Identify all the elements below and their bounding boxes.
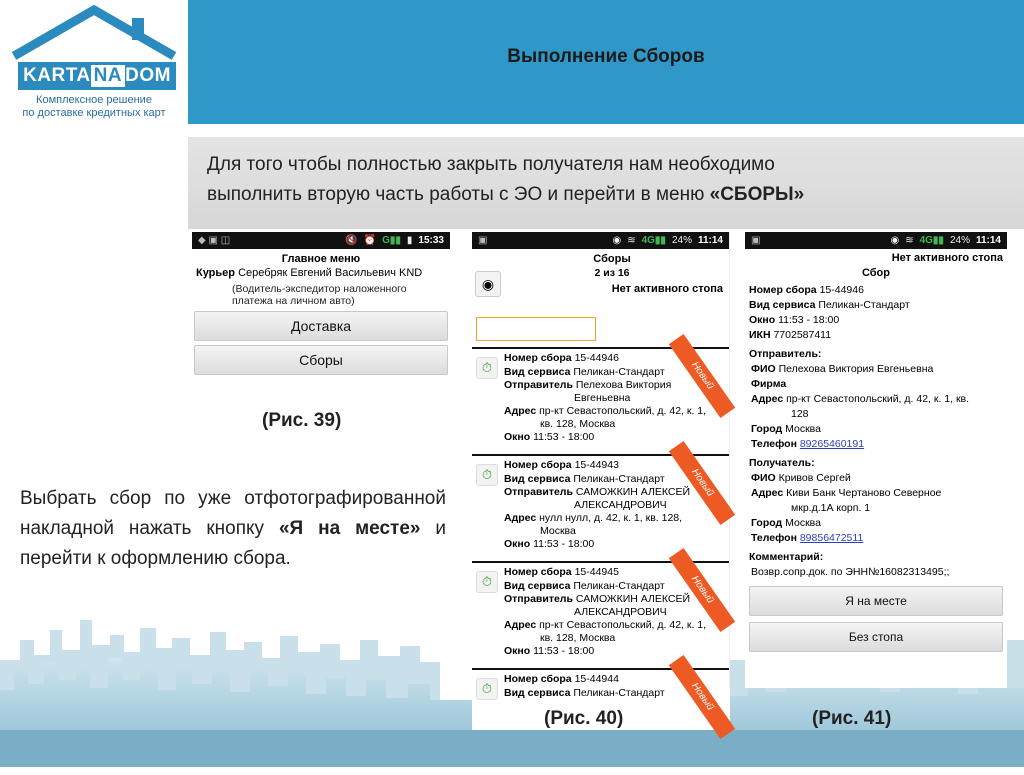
screen-title: Сборы [593, 253, 631, 265]
section-heading: Отправитель: [749, 348, 822, 360]
status-time: 15:33 [418, 235, 444, 246]
section-heading: Получатель: [749, 457, 815, 469]
location-icon: ◉ [890, 235, 900, 246]
document-icon: ⏱ [476, 678, 498, 700]
document-icon: ⏱ [476, 464, 498, 486]
status-bar [745, 232, 1007, 249]
search-input[interactable] [476, 317, 596, 341]
document-icon: ⏱ [476, 571, 498, 593]
section-heading: Комментарий: [749, 551, 824, 563]
page-title: Выполнение Сборов [507, 46, 705, 67]
detail-row: ИКН 7702587411 [749, 329, 832, 341]
status-bar [472, 232, 729, 249]
delivery-button[interactable]: Доставка [194, 311, 448, 341]
courier-row: Курьер Серебряк Евгений Васильевич KND [196, 267, 423, 279]
collections-header [472, 249, 729, 307]
list-item[interactable]: ⏱ Новый Номер сбора 15-44943 Вид сервиса Пеликан-Стандарт Отправитель САМОЖКИН АЛЕКСЕЙ АЛЕКСАНДРОВИЧ Адрес нулл нулл, д. 42, к. 1, кв. 128, Москва Окно 11:53 - 18:00 [472, 454, 729, 561]
screen-title: Сбор [861, 267, 891, 279]
list-item[interactable]: ⏱ Новый Номер сбора 15-44945 Вид сервиса Пеликан-Стандарт Отправитель САМОЖКИН АЛЕКСЕЙ АЛЕКСАНДРОВИЧ Адрес пр-кт Севастопольский, д. 42, к. 1, кв. 128, Москва Окно 11:53 - 18:00 [472, 561, 729, 668]
detail-row: Окно 11:53 - 18:00 [749, 314, 840, 326]
signal-icon: 4G▮▮ [919, 235, 944, 246]
caption-fig40: (Рис. 40) [544, 708, 624, 729]
detail-row: ФИО Пелехова Виктория Евгеньевна [751, 363, 934, 375]
detail-row: Город Москва [751, 423, 821, 435]
on-site-button[interactable]: Я на месте [749, 586, 1003, 616]
eye-icon[interactable]: ◉ [475, 271, 501, 297]
new-ribbon: Новый [669, 548, 735, 632]
detail-row: Адрес пр-кт Севастопольский, д. 42, к. 1, кв. [751, 393, 970, 405]
signal-icon: 4G▮▮ [641, 235, 666, 246]
status-time: 11:14 [697, 235, 723, 246]
wifi-icon: ≋ [627, 235, 636, 246]
detail-row: Город Москва [751, 517, 821, 529]
battery-level: 24% [949, 235, 970, 246]
receiver-phone-link[interactable]: 89856472511 [799, 532, 864, 544]
notification-icons: ◆ ▣ ◫ [198, 235, 231, 246]
comment-text: Возвр.сопр.док. по ЭНН№16082313495;; [751, 566, 950, 578]
collections-counter: 2 из 16 [594, 267, 630, 279]
courier-note: (Водитель-экспедитор наложенного платежа на личном авто) [232, 283, 407, 307]
detail-row: Телефон 89856472511 [751, 532, 864, 544]
notification-icons: ▣ [751, 235, 761, 246]
location-icon: ◉ [612, 235, 622, 246]
new-ribbon: Новый [669, 334, 735, 418]
brand-logo [6, 4, 182, 122]
no-active-stop: Нет активного стопа [891, 252, 1003, 264]
document-icon: ⏱ [476, 357, 498, 379]
battery-level: 24% [671, 235, 692, 246]
caption-fig41: (Рис. 41) [812, 708, 892, 729]
list-item[interactable]: ⏱ Новый Номер сбора 15-44944 Вид сервиса Пеликан-Стандарт [472, 668, 729, 775]
signal-icon: G▮▮ [382, 235, 401, 246]
detail-row: Номер сбора 15-44946 [749, 284, 864, 296]
list-item[interactable]: ⏱ Новый Номер сбора 15-44946 Вид сервиса Пеликан-Стандарт Отправитель Пелехова Виктория Евгеньевна Адрес пр-кт Севастопольский, д. 42, к. 1, кв. 128, Москва Окно 11:53 - 18:00 [472, 347, 729, 454]
wifi-icon: ≋ [905, 235, 914, 246]
intro-text: Для того чтобы полностью закрыть получателя нам необходимо выполнить вторую часть работы с ЭО и перейти в меню «СБОРЫ» [207, 154, 805, 205]
detail-row: Телефон 89265460191 [751, 438, 865, 450]
detail-row: 128 [791, 408, 809, 420]
caption-fig39: (Рис. 39) [262, 410, 342, 431]
detail-row: Адрес Киви Банк Чертаново Северное [751, 487, 942, 499]
instruction-text: Выбрать сбор по уже отфотографированной накладной нажать кнопку «Я на месте» и перейти к оформлению сбора. [20, 488, 446, 569]
no-stop-button[interactable]: Без стопа [749, 622, 1003, 652]
sender-phone-link[interactable]: 89265460191 [799, 438, 865, 450]
detail-row: Вид сервиса Пеликан-Стандарт [749, 299, 910, 311]
mute-icon: 🔇 [345, 235, 358, 246]
house-roof-icon [6, 4, 182, 64]
status-bar [192, 232, 450, 249]
new-ribbon: Новый [669, 441, 735, 525]
phone-screen-main-menu [192, 232, 450, 384]
screen-title: Главное меню [281, 253, 361, 265]
detail-row: Фирма [751, 378, 787, 390]
logo-subtitle: Комплексное решение по доставке кредитных карт [22, 94, 166, 119]
battery-icon: ▮ [406, 235, 413, 246]
alarm-icon: ⏰ [363, 235, 377, 246]
collections-button[interactable]: Сборы [194, 345, 448, 375]
logo-wordmark: KARTA NA DOM [18, 62, 176, 90]
detail-row: ФИО Кривов Сергей [751, 472, 851, 484]
status-time: 11:14 [975, 235, 1001, 246]
no-active-stop: Нет активного стопа [611, 283, 723, 295]
new-ribbon: Новый [669, 655, 735, 739]
notification-icons: ▣ [478, 235, 488, 246]
phone-screen-collections [472, 232, 730, 713]
detail-row: мкр.д.1А корп. 1 [791, 502, 871, 514]
phone-screen-collection-detail [745, 232, 1007, 688]
